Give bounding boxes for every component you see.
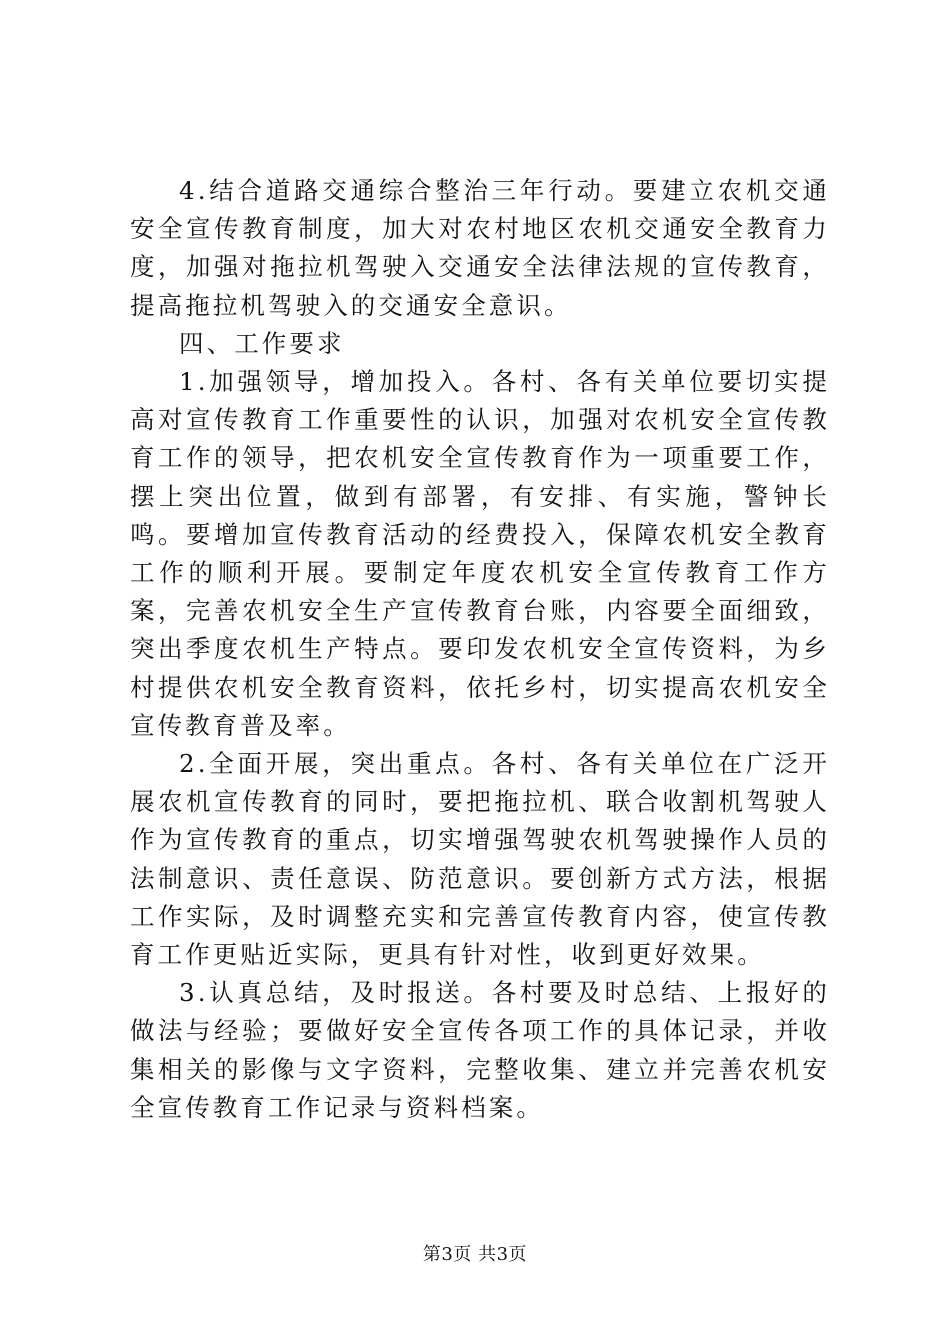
- paragraph-item-2-focus: 2.全面开展，突出重点。各村、各有关单位在广泛开展农机宣传教育的同时，要把拖拉机、联合收割机驾驶人作为宣传教育的重点，切实增强驾驶农机驾驶操作人员的法制意识、责任意误、防范意识。要创新方式方法，根据工作实际，及时调整充实和完善宣传教育内容，使宣传教育工作更贴近实际，更具有针对性，收到更好效果。: [130, 749, 830, 970]
- paragraph-item-1-leadership: 1.加强领导，增加投入。各村、各有关单位要切实提高对宣传教育工作重要性的认识，加强对农机安全宣传教育工作的领导，把农机安全宣传教育作为一项重要工作，摆上突出位置，做到有部署，有安排、有实施，警钟长鸣。要增加宣传教育活动的经费投入，保障农机安全教育工作的顺利开展。要制定年度农机安全宣传教育工作方案，完善农机安全生产宣传教育台账，内容要全面细致，突出季度农机生产特点。要印发农机安全宣传资料，为乡村提供农机安全教育资料，依托乡村，切实提高农机安全宣传教育普及率。: [130, 367, 830, 740]
- paragraph-item-3-summary: 3.认真总结，及时报送。各村要及时总结、上报好的做法与经验；要做好安全宣传各项工作的具体记录，并收集相关的影像与文字资料，完整收集、建立并完善农机安全宣传教育工作记录与资料档案。: [130, 978, 830, 1122]
- document-body: [130, 172, 830, 1127]
- section-heading-work-requirements: 四、工作要求: [179, 328, 345, 358]
- page-number-footer: 第3页 共3页: [422, 1244, 528, 1265]
- paragraph-item-4-traffic-safety: 4.结合道路交通综合整治三年行动。要建立农机交通安全宣传教育制度，加大对农村地区农机交通安全教育力度，加强对拖拉机驾驶入交通安全法律法规的宣传教育，提高拖拉机驾驶入的交通安全意识。: [130, 176, 830, 320]
